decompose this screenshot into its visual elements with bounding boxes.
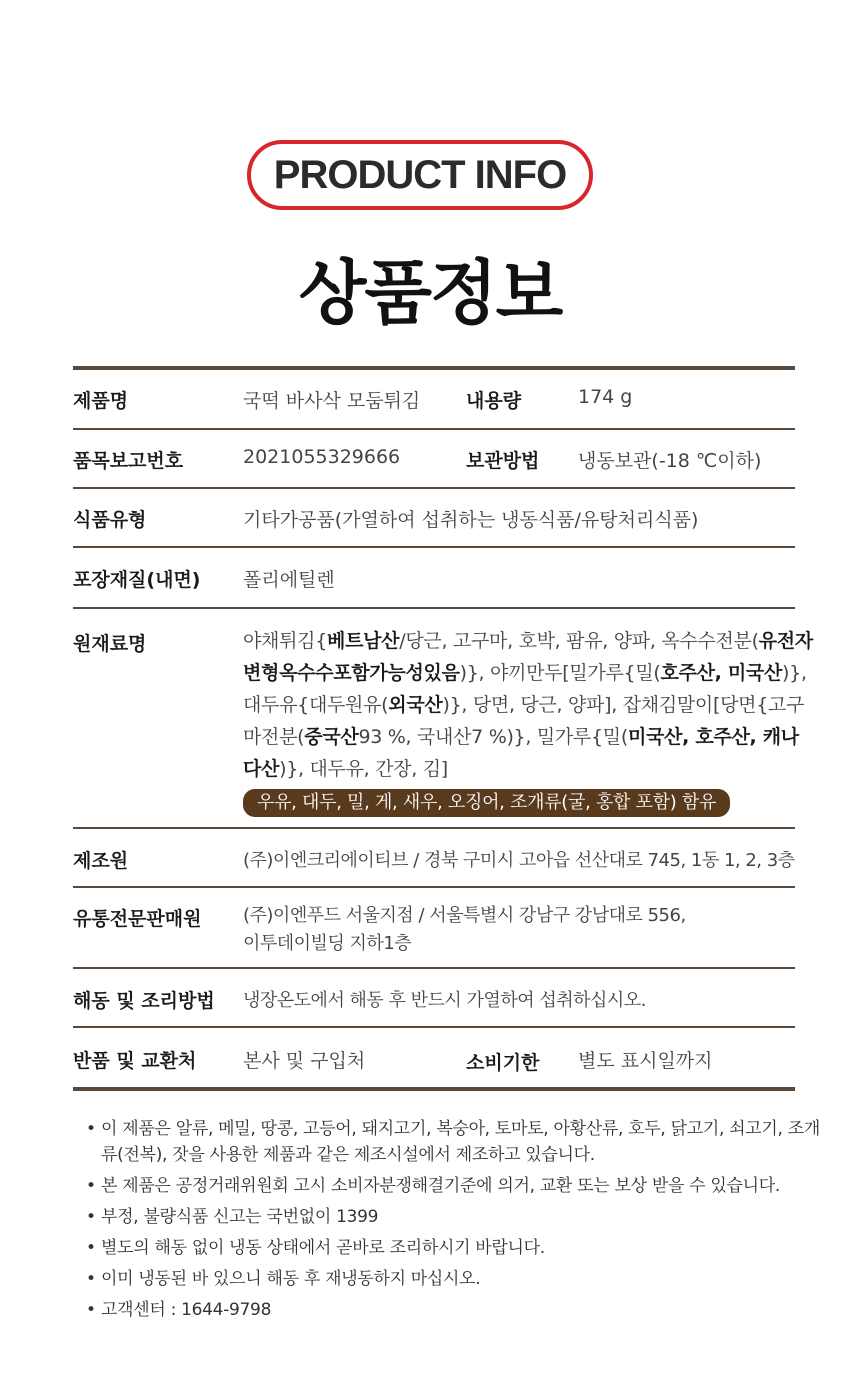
- notice-item: • 별도의 해동 없이 냉동 상태에서 곧바로 조리하시기 바랍니다.: [86, 1235, 826, 1261]
- value-food-type: 기타가공품(가열하여 섭취하는 냉동식품/유탕처리식품): [243, 509, 699, 531]
- notice-item: • 이미 냉동된 바 있으니 해동 후 재냉동하지 마십시오.: [86, 1266, 826, 1292]
- value-packaging: 폴리에틸렌: [243, 569, 335, 591]
- value-thaw-cook: 냉장온도에서 해동 후 반드시 가열하여 섭취하십시오.: [243, 990, 646, 1011]
- row-distributor: [73, 888, 795, 967]
- label-net-content: 내용량: [466, 390, 522, 412]
- row-returns: [73, 1028, 795, 1087]
- label-food-type: 식품유형: [73, 509, 147, 531]
- value-product-name: 국떡 바사삭 모둠튀김: [243, 390, 421, 412]
- label-report-number: 품목보고번호: [73, 450, 184, 472]
- ingredient-text: /당근, 고구마, 호박, 팜유, 양파, 옥수수전분(: [399, 630, 759, 652]
- page-title: 상품정보: [298, 252, 562, 334]
- row-thaw-cook: [73, 969, 795, 1026]
- label-packaging: 포장재질(내면): [73, 569, 201, 591]
- label-manufacturer: 제조원: [73, 850, 129, 872]
- ingredient-text: 야채튀김{: [243, 630, 328, 652]
- label-storage: 보관방법: [466, 450, 540, 472]
- row-product-name: [73, 370, 795, 428]
- notice-item: • 고객센터 : 1644-9798: [86, 1297, 826, 1323]
- table-bottom-rule: [73, 1087, 795, 1091]
- ingredient-gmo-notice: 유전자변형옥수수포함가능성있음: [243, 630, 813, 684]
- row-packaging: [73, 548, 795, 607]
- notice-item: • 이 제품은 알류, 메밀, 땅콩, 고등어, 돼지고기, 복숭아, 토마토, 아황산류, 호두, 닭고기, 쇠고기, 조개류(전복), 잣을 사용한 제품과 같은 제조시설에서 제조하고 있습니다.: [86, 1116, 826, 1168]
- notice-item: • 부정, 불량식품 신고는 국번없이 1399: [86, 1204, 826, 1230]
- value-distributor: [243, 902, 686, 958]
- label-ingredients: 원재료명: [73, 633, 147, 655]
- ingredient-origin: 미국산, 호주산, 캐나다산: [243, 726, 799, 780]
- value-net-content: 174 g: [578, 386, 633, 408]
- ingredient-origin: 중국산: [304, 726, 359, 748]
- ingredient-text: )}, 대두유, 간장, 김]: [279, 758, 448, 780]
- label-distributor: 유통전문판매원: [73, 908, 202, 930]
- label-product-name: 제품명: [73, 390, 129, 412]
- ingredient-origin: 베트남산: [327, 630, 400, 652]
- distributor-line: 이투데이빌딩 지하1층: [243, 933, 412, 954]
- value-returns: 본사 및 구입처: [243, 1050, 366, 1072]
- value-report-number: 2021055329666: [243, 446, 401, 468]
- label-expiry: 소비기한: [466, 1052, 540, 1074]
- label-returns: 반품 및 교환처: [73, 1050, 197, 1072]
- allergen-badge: 우유, 대두, 밀, 게, 새우, 오징어, 조개류(굴, 홍합 포함) 함유: [243, 789, 730, 817]
- value-expiry: 별도 표시일까지: [578, 1050, 713, 1072]
- row-report-number: [73, 430, 795, 487]
- notice-list: [86, 1116, 826, 1328]
- value-manufacturer: (주)이엔크리에이티브 / 경북 구미시 고아읍 선산대로 745, 1동 1, 2, 3층: [243, 850, 795, 871]
- ingredient-text: 93 %, 국내산7 %)}, 밀가루{밀(: [358, 726, 628, 748]
- ingredient-origin: 호주산, 미국산: [660, 662, 783, 684]
- product-info-badge: PRODUCT INFO: [247, 140, 593, 210]
- product-info-table: [73, 366, 813, 1091]
- ingredient-text: )}, 당면, 당근, 양파], 잡채김말이[당면{고구마전분(: [243, 694, 805, 748]
- notice-item: • 본 제품은 공정거래위원회 고시 소비자분쟁해결기준에 의거, 교환 또는 보상 받을 수 있습니다.: [86, 1173, 826, 1199]
- row-manufacturer: [73, 829, 795, 886]
- value-ingredients: [243, 625, 813, 818]
- row-food-type: [73, 489, 795, 546]
- ingredient-text: )}, 대두유{대두원유(: [243, 662, 807, 716]
- distributor-line: (주)이엔푸드 서울지점 / 서울특별시 강남구 강남대로 556,: [243, 905, 686, 926]
- row-ingredients: [73, 609, 813, 827]
- value-storage: 냉동보관(-18 ℃이하): [578, 450, 762, 472]
- label-thaw-cook: 해동 및 조리방법: [73, 990, 215, 1012]
- ingredient-origin: 외국산: [388, 694, 443, 716]
- ingredient-text: )}, 야끼만두[밀가루{밀(: [459, 662, 661, 684]
